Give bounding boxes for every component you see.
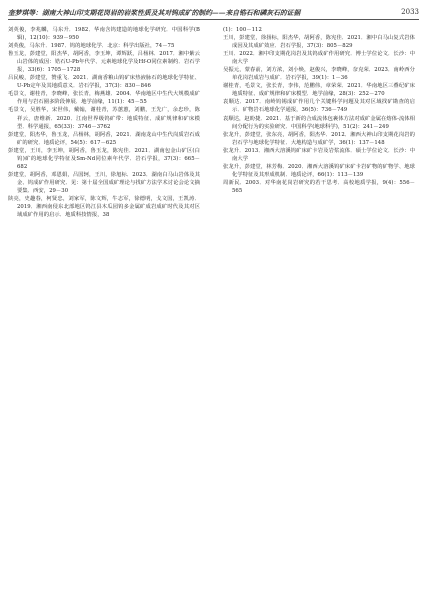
reference-entry: 彭建堂，阳杰华，鲁玉龙，吕杨林，胡阿香，2021．湖南龙山中生代岗质岩石成矿的研究．地质论评，54(5)：617－625 [8, 131, 200, 146]
reference-entry: 吴振元，蒙春前，刘方浓，刘小焕，赵俊兴，李晓峰，奈克荣．2023．南岭西分单花岗岩成岩与成矿．岩石学报，39(1)：1－36 [223, 67, 415, 82]
reference-entry: (1)：100－112 [223, 27, 262, 33]
reference-entry: 张龙升．2013．湘西大溶溪钨矿床矿卡岩及岩浆流体．硕士学位论文．长沙：中南大学 [223, 147, 415, 162]
header-rule [8, 19, 419, 20]
reference-entry: 王川．2022．湘中印支期花岗岩及其钨成矿作用研究．博士学位论文．长沙：中南大学 [223, 51, 415, 66]
reference-entry: 刘英俊，马东升．1987．钨的地球化学．北京：科学出版社，74－75 [8, 43, 175, 50]
page-header [8, 6, 419, 18]
reference-entry: 陕亮，史趣春，柯贤忠，刘家军，陈文辉，牛志军，徐德明，戈文国，王凯涛．2019．湘西南侵东北部地区钨江县木瓜园钨多金属矿成岩成矿时代及其对区域成矿作用的启示．地质科技情报，38 [8, 195, 200, 219]
reference-entry: 王川，彭建堂，徐扬标，阳杰华，胡阿香，陈宪佳．2021．湘中白马山复式岩体成因及其成矿效应．岩石学报，37(3)：805－829 [223, 35, 415, 50]
reference-entry: 张龙升，彭建堂，林芳梅．2020．湘西大溶溪钨矿床矿卡岩矿物的矿物学、地球化学特征及其形成机制．地质论评，66(1)：113－139 [223, 163, 415, 178]
page-number: 2033 [401, 8, 419, 16]
reference-entry: 彭建堂，王川，李玉坤，胡阿香，鲁玉龙，陈宪佳．2021．湖南包金山矿区(白钨)矿的地球化学特征及Sm-Nd同位素年代学．岩石学报，37(3)：665－682 [8, 147, 200, 170]
reference-entry: 周新民．2003．对华南花岗岩研究的若干思考．高校地质学报，9(4)：556－565 [223, 179, 415, 194]
reference-entry: 鲁玉龙，彭建堂，阳杰华，胡阿香，李玉坤，谭辉跃，吕杨林．2017．湘中紫云山岩体的成因：锆石U-Pb年代学、元素地球化学及Hf-O同位素制约．岩石学报，33(6)：1705－1728 [8, 51, 200, 74]
references-right-column [223, 26, 415, 195]
reference-entry: 袁顺达，赵盼捷．2021．基于新的合成流体包裹体方法对成矿金属在熔体-流体相间分配行为的实验研究．中国科学(地球科学)，51(2)：241－249 [223, 115, 415, 130]
reference-entry: 刘英俊，李兆麟，马东升．1982．华南含钨建造的地球化学研究．中国科学(B辑)，12(10)：939－950 [8, 27, 200, 42]
reference-entry: 彭建堂，胡阿香，邓恩娟，吕国轲，王川，徐旭标．2023．湖南白马山岩体及其金、钨成矿作用研究．见：第十届全国成矿理论与找矿方法学术讨论会论文摘要集．西安，29－30 [8, 171, 200, 194]
reference-entry: 毛景文，谢桂青，李晓峰，张长青，梅燕雄．2004．华南地区中生代大规模成矿作用与岩石圈多阶段伸展．地学前缘，11(1)：45－55 [8, 91, 200, 106]
running-title: 奎梦琪等：湖南大神山印支期花岗岩的岩浆性质及其对钨成矿的制约——来自锆石和磷灰石的证据 [8, 9, 301, 17]
reference-entry: 张龙升，彭建堂，张东亮，胡阿香，阳杰华．2012．湘西大神山印支期花岗岩的岩石学与地球化学特征．大地构造与成矿学，36(1)：137－148 [223, 131, 415, 146]
reference-entry: 袁顺达．2017．南岭钨锡成矿作用几个关键科学问题及其对区域找矿勘查的启示．矿物岩石地球化学通报，36(5)：736－749 [223, 99, 415, 114]
reference-entry: 毛景文，吴胜华，宋世伟，戴翰，谢桂青，苏蕙蕙，刘鹏，王先广，余忠珍，陈祥云，唐维新．2020．江南世界级钨矿带：地质特征、成矿规律和矿床模型．科学通报，65(33)：3746－3762 [8, 107, 200, 130]
references-left-column [8, 26, 200, 219]
reference-entry: 吕民峻，彭建堂，赞重飞．2021．湖南香粮山钨矿床热液脉石的地球化学特征、U-Pb定年及其地质意义．岩石学报，37(3)：830－846 [8, 75, 200, 90]
reference-entry: 谢桂青，毛景文，张长青，李伟，范鹏伟，章荣荣．2021．华南地区三叠纪矿床地质特征、成矿规律和矿床模型．地学前缘，28(3)：252－270 [223, 83, 415, 98]
